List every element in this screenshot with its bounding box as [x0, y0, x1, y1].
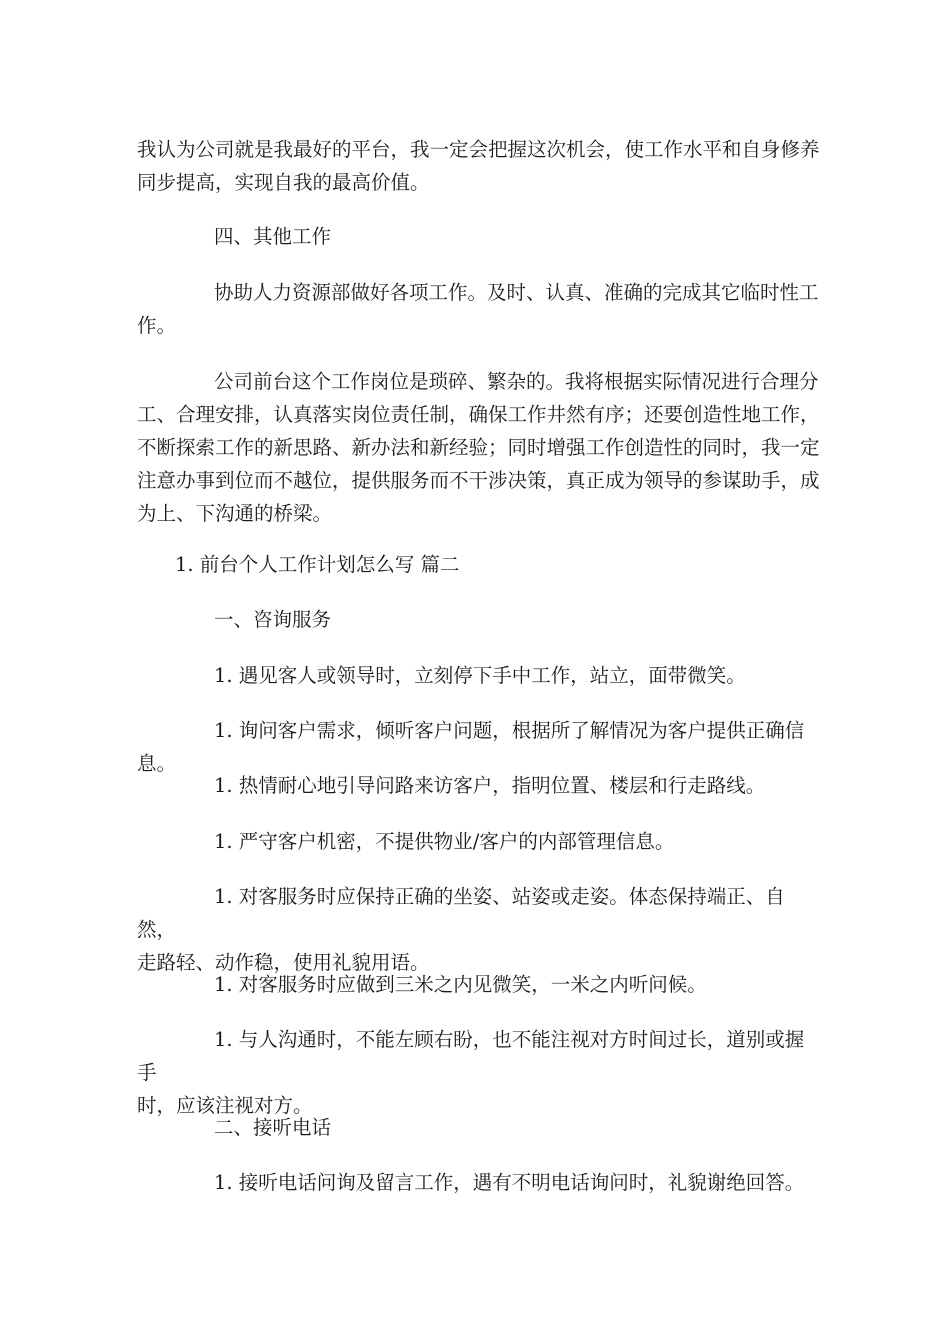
text-line: 1. 热情耐心地引导问路来访客户，指明位置、楼层和行走路线。 [214, 774, 766, 797]
list-item [137, 825, 822, 858]
text-line: 四、其他工作 [214, 225, 332, 248]
paragraph-assist-hr [137, 276, 822, 342]
text-line: 注意办事到位而不越位，提供服务而不干涉决策，真正成为领导的参谋助手，成 [137, 469, 820, 492]
text-line: 1. 前台个人工作计划怎么写 篇二 [175, 553, 460, 576]
text-line: 1. 遇见客人或领导时，立刻停下手中工作，站立，面带微笑。 [214, 664, 746, 687]
text-line: 公司前台这个工作岗位是琐碎、繁杂的。我将根据实际情况进行合理分 [214, 370, 819, 393]
heading-other-work [137, 220, 822, 253]
section-title-part-two [137, 548, 822, 581]
list-item [137, 880, 822, 979]
text-line: 1. 对客服务时应保持正确的坐姿、站姿或走姿。体态保持端正、自然， [137, 885, 785, 941]
text-line: 工、合理安排，认真落实岗位责任制，确保工作井然有序；还要创造性地工作， [137, 403, 820, 426]
text-line: 1. 接听电话问询及留言工作，遇有不明电话询问时，礼貌谢绝回答。 [214, 1171, 805, 1194]
text-line: 为上、下沟通的桥梁。 [137, 502, 333, 525]
text-line: 1. 询问客户需求，倾听客户问题，根据所了解情况为客户提供正确信息。 [137, 719, 805, 775]
list-item [137, 659, 822, 692]
paragraph-platform [137, 133, 822, 199]
text-line: 二、接听电话 [214, 1116, 332, 1139]
text-line: 1. 对客服务时应做到三米之内见微笑，一米之内听问候。 [214, 973, 707, 996]
text-line: 协助人力资源部做好各项工作。及时、认真、准确的完成其它临时性工 [214, 281, 819, 304]
paragraph-front-desk-role [137, 365, 822, 530]
text-line: 作。 [137, 314, 177, 337]
list-item [137, 769, 822, 802]
list-item [137, 1166, 822, 1199]
text-line: 我认为公司就是我最好的平台，我一定会把握这次机会，使工作水平和自身修养 [137, 138, 820, 161]
text-line: 不断探索工作的新思路、新办法和新经验；同时增强工作创造性的同时，我一定 [137, 436, 820, 459]
heading-answer-phone [137, 1111, 822, 1144]
text-line: 一、咨询服务 [214, 608, 332, 631]
text-line: 1. 严守客户机密，不提供物业/客户的内部管理信息。 [214, 830, 675, 853]
list-item [137, 968, 822, 1001]
text-line: 时，应该注视对方。 [137, 1094, 313, 1117]
text-line: 走路轻、动作稳，使用礼貌用语。 [137, 951, 430, 974]
text-line: 1. 与人沟通时，不能左顾右盼，也不能注视对方时间过长，道别或握手 [137, 1028, 805, 1084]
heading-consulting-service [137, 603, 822, 636]
text-line: 同步提高，实现自我的最高价值。 [137, 171, 430, 194]
list-item [137, 1023, 822, 1122]
